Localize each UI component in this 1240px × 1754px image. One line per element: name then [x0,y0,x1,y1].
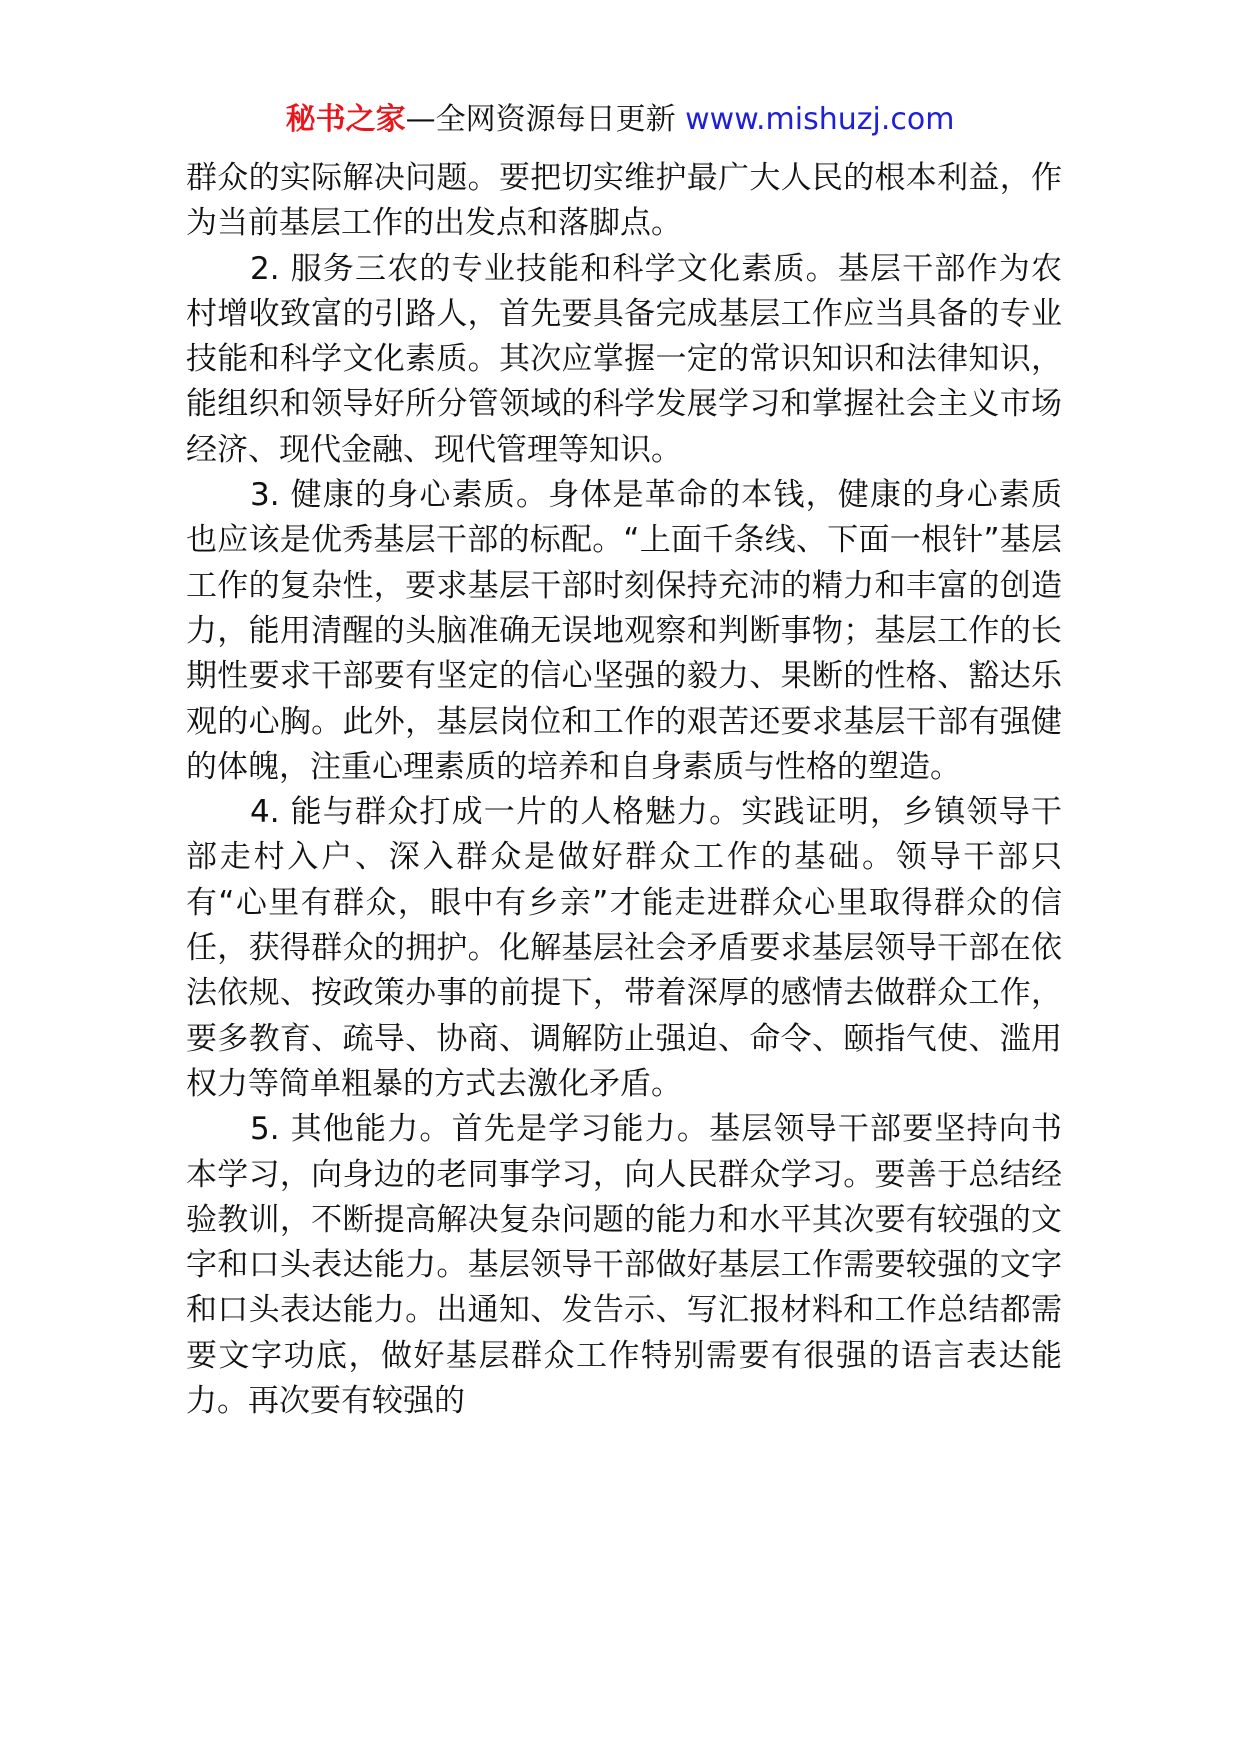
document-body [186,156,1062,1424]
page-header [0,100,1240,140]
paragraph-item-3: 3. 健康的身心素质。身体是革命的本钱，健康的身心素质也应该是优秀基层干部的标配。“上面千条线、下面一根针”基层工作的复杂性，要求基层干部时刻保持充沛的精力和丰富的创造力，能用清醒的头脑准确无误地观察和判断事物；基层工作的长期性要求干部要有坚定的信心坚强的毅力、果断的性格、豁达乐观的心胸。此外，基层岗位和工作的艰苦还要求基层干部有强健的体魄，注重心理素质的培养和自身素质与性格的塑造。 [186,477,1062,785]
site-url-link[interactable]: www.mishuzj.com [685,102,955,137]
paragraph-item-5: 5. 其他能力。首先是学习能力。基层领导干部要坚持向书本学习，向身边的老同事学习，向人民群众学习。要善于总结经验教训，不断提高解决复杂问题的能力和水平其次要有较强的文字和口头表达能力。基层领导干部做好基层工作需要较强的文字和口头表达能力。出通知、发告示、写汇报材料和工作总结都需要文字功底，做好基层群众工作特别需要有很强的语言表达能力。再次要有较强的 [186,1111,1062,1420]
header-tagline: —全网资源每日更新 [405,102,676,137]
paragraph-continuation: 群众的实际解决问题。要把切实维护最广大人民的根本利益，作为当前基层工作的出发点和落脚点。 [186,160,1062,242]
paragraph-item-4: 4. 能与群众打成一片的人格魅力。实践证明，乡镇领导干部走村入户、深入群众是做好群众工作的基础。领导干部只有“心里有群众，眼中有乡亲”才能走进群众心里取得群众的信任，获得群众的拥护。化解基层社会矛盾要求基层领导干部在依法依规、按政策办事的前提下，带着深厚的感情去做群众工作，要多教育、疏导、协商、调解防止强迫、命令、颐指气使、滥用权力等简单粗暴的方式去激化矛盾。 [186,794,1062,1102]
brand-name: 秘书之家 [285,102,406,137]
paragraph-item-2: 2. 服务三农的专业技能和科学文化素质。基层干部作为农村增收致富的引路人，首先要具备完成基层工作应当具备的专业技能和科学文化素质。其次应掌握一定的常识知识和法律知识，能组织和领导好所分管领域的科学发展学习和掌握社会主义市场经济、现代金融、现代管理等知识。 [186,250,1062,468]
